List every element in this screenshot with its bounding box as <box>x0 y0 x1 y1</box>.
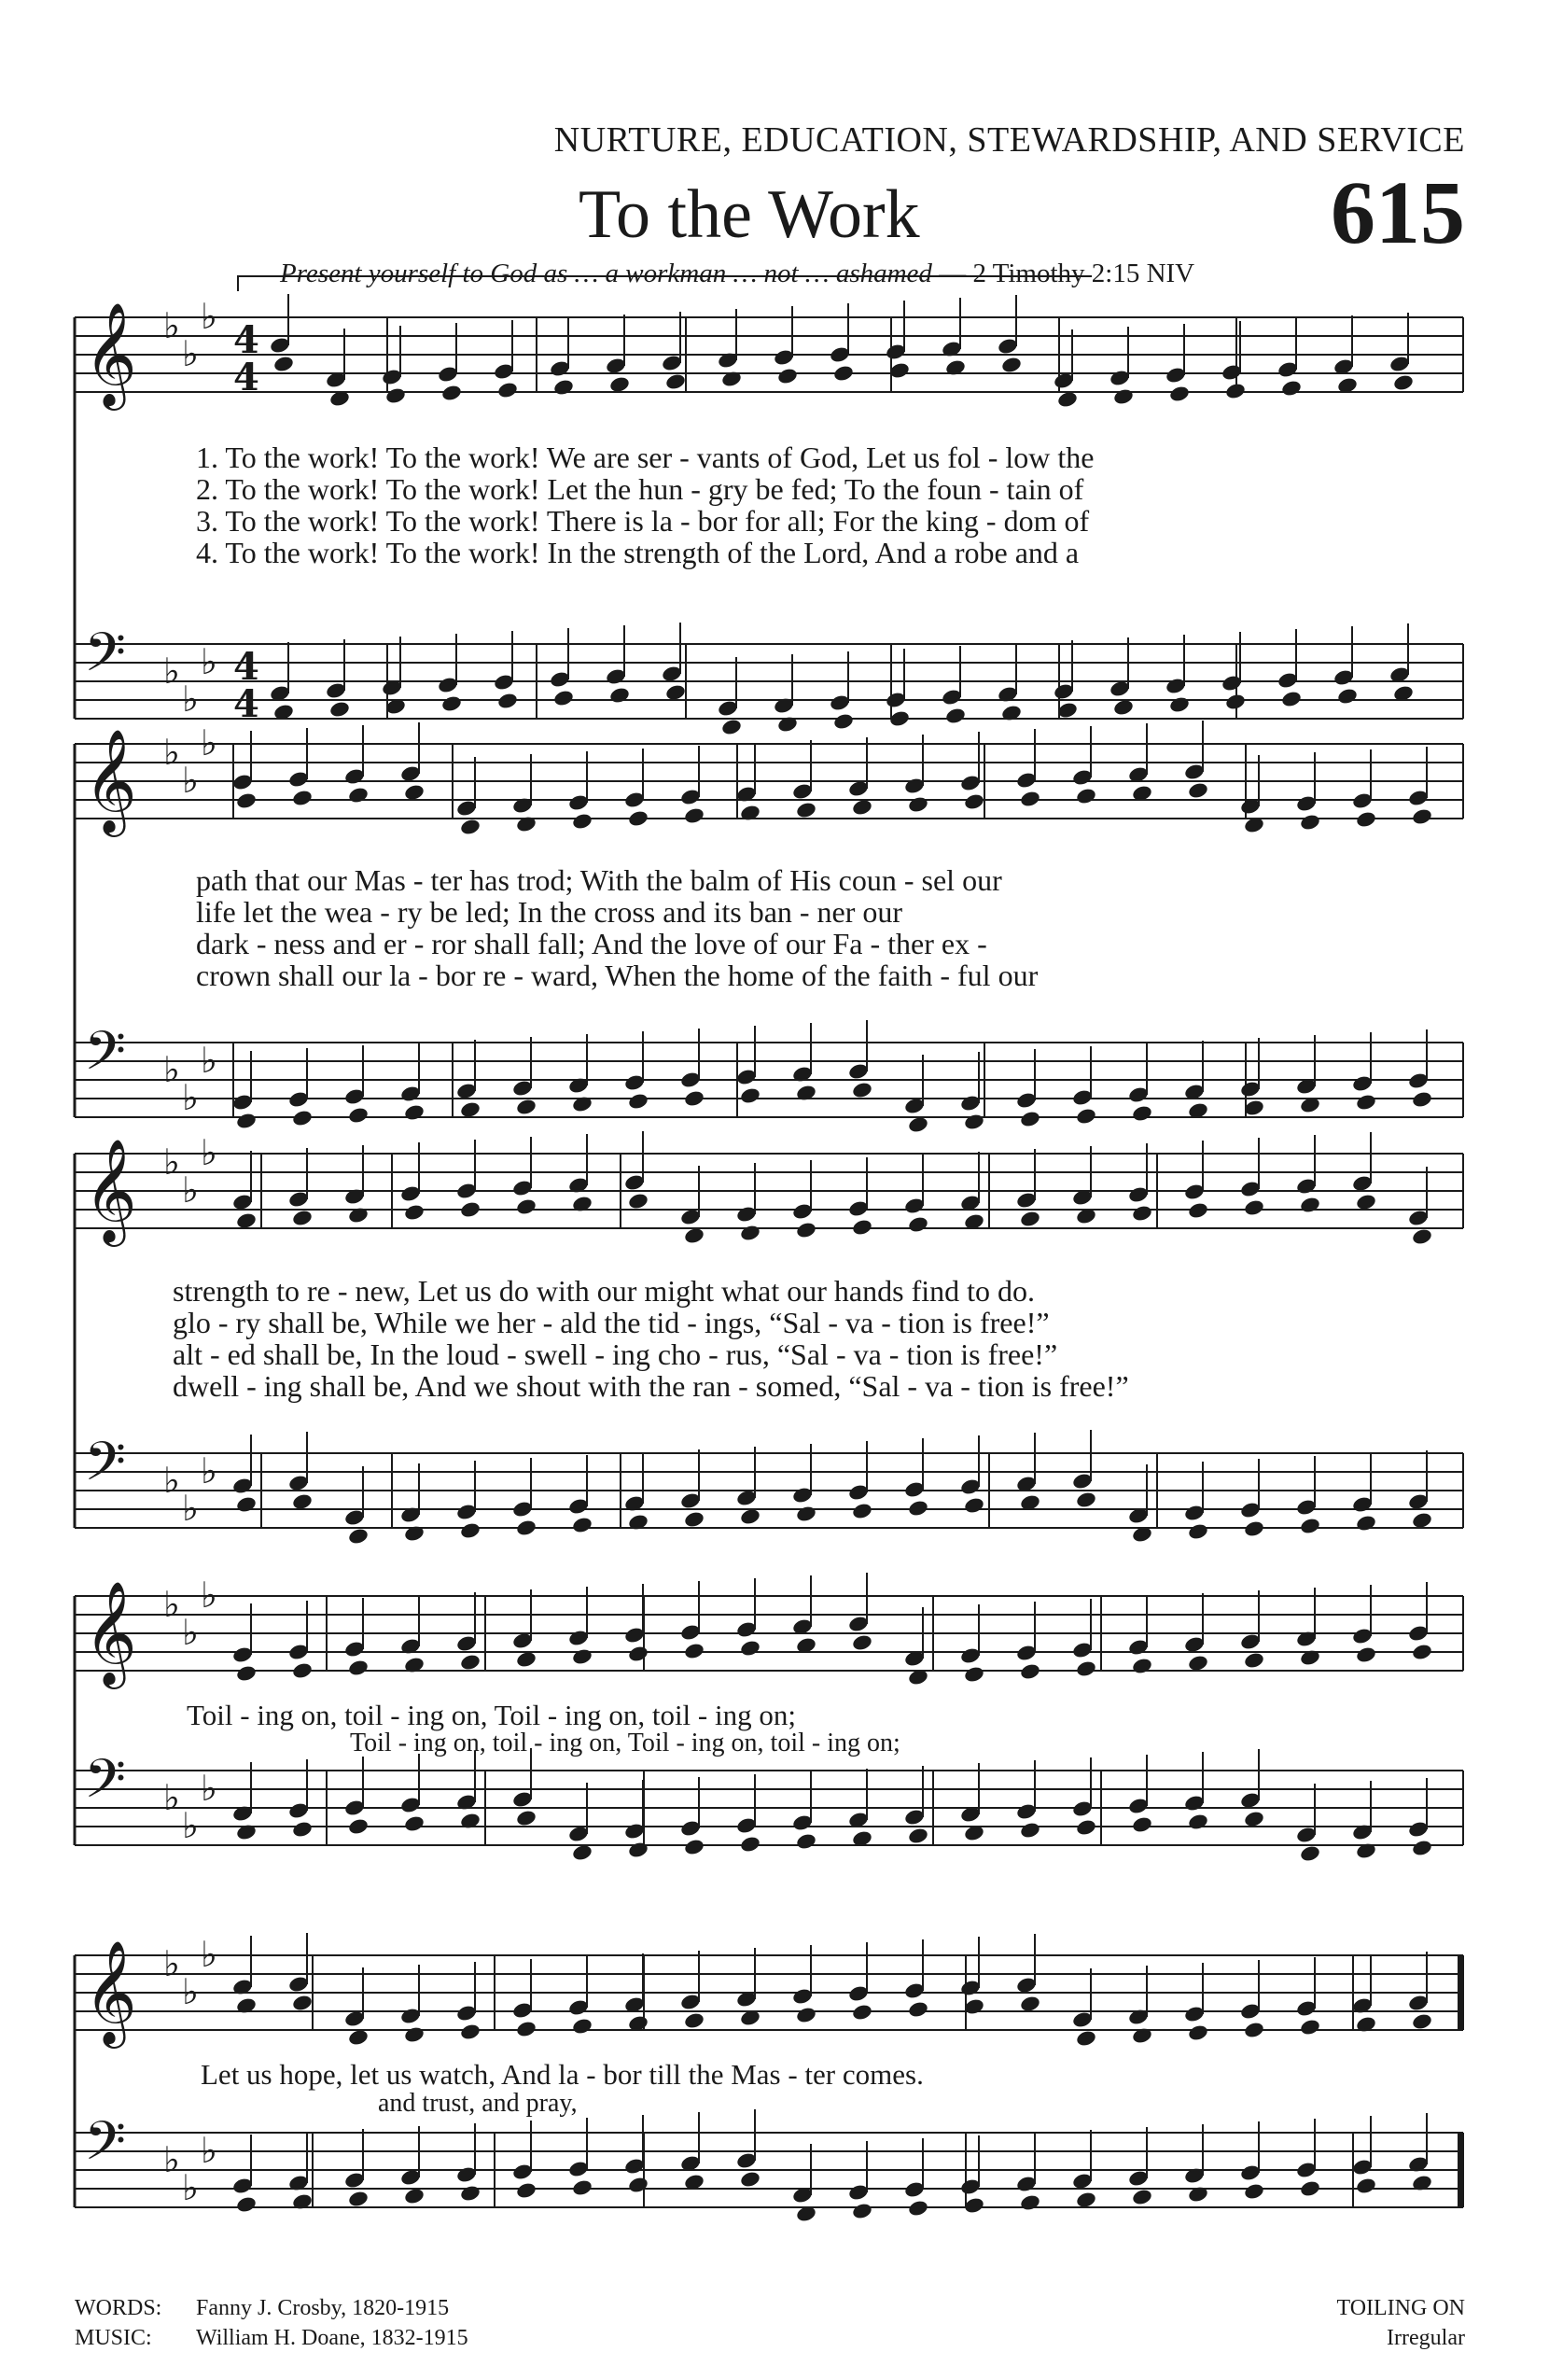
notehead <box>683 1089 705 1108</box>
notehead <box>235 1112 258 1130</box>
treble-clef-icon: 𝄞 <box>84 1939 137 2044</box>
notehead <box>515 1519 537 1537</box>
notehead <box>403 2025 426 2044</box>
notehead <box>795 1832 817 1851</box>
phrase-bracket <box>238 276 1092 291</box>
notehead <box>347 786 370 805</box>
notehead <box>1075 1659 1097 1678</box>
final-barline <box>1458 2133 1464 2207</box>
notehead <box>571 1843 593 1862</box>
flat-sign: ♭ <box>201 296 217 337</box>
notehead <box>1392 373 1415 392</box>
notehead <box>1019 1210 1041 1228</box>
flat-sign: ♭ <box>182 679 199 720</box>
verse-2-line-1: 2. To the work! To the work! Let the hun - gry be fed; To the foun - tain of <box>196 472 1084 506</box>
notehead <box>851 1502 873 1520</box>
notehead <box>683 1226 705 1245</box>
notehead <box>1411 1090 1433 1109</box>
notehead <box>1075 2029 1097 2048</box>
notehead <box>739 1835 761 1854</box>
notehead <box>1355 1193 1377 1211</box>
final-barline <box>1458 1955 1464 2030</box>
notehead <box>272 355 295 373</box>
notehead <box>1299 813 1321 832</box>
notehead <box>291 1661 314 1680</box>
treble-clef-icon: 𝄞 <box>84 728 137 833</box>
notehead <box>459 1521 481 1540</box>
verse-1-line-3: strength to re - new, Let us do with our might what our hands find to do. <box>173 1274 1035 1308</box>
notehead <box>1411 807 1433 826</box>
notehead <box>496 692 519 710</box>
notehead <box>1187 2023 1209 2042</box>
notehead <box>851 1081 873 1099</box>
notehead <box>1411 1227 1433 1246</box>
notehead <box>851 798 873 817</box>
notehead <box>571 2017 593 2036</box>
notehead <box>739 1086 761 1105</box>
verse-3-line-2: dark - ness and er - ror shall fall; And the love of our Fa - ther ex - <box>196 927 987 960</box>
notehead <box>496 381 519 399</box>
notehead <box>1280 690 1303 708</box>
notehead <box>851 1218 873 1237</box>
notehead <box>347 1106 370 1125</box>
notehead <box>1131 1204 1153 1223</box>
notehead <box>459 2184 481 2203</box>
verse-1-line-2: path that our Mas - ter has trod; With the balm of His coun - sel our <box>196 863 1002 897</box>
notehead <box>1075 1818 1097 1837</box>
bass-clef-icon: 𝄢 <box>84 1430 127 1506</box>
notehead <box>1355 2177 1377 2195</box>
notehead <box>459 1653 481 1672</box>
flat-sign: ♭ <box>201 722 217 763</box>
notehead <box>235 1211 258 1230</box>
notehead <box>347 2028 370 2047</box>
notehead <box>1355 1093 1377 1112</box>
words-author: Fanny J. Crosby, 1820-1915 <box>196 2296 450 2320</box>
notehead <box>795 1221 817 1239</box>
flat-sign: ♭ <box>201 1450 217 1491</box>
notehead <box>403 1203 426 1222</box>
notehead <box>1243 1810 1265 1828</box>
notehead <box>1112 698 1135 717</box>
notehead <box>328 700 351 719</box>
notehead <box>907 2000 929 2019</box>
words-credit <box>75 2296 449 2321</box>
notehead <box>1168 695 1191 714</box>
notehead <box>571 1647 593 1666</box>
notehead <box>683 1642 705 1660</box>
notehead <box>1411 1839 1433 1857</box>
flat-sign: ♭ <box>163 1049 180 1090</box>
refrain-line-1-upper: Toil - ing on, toil - ing on, Toil - ing on, toil - ing on; <box>187 1699 796 1731</box>
epigraph-text: Present yourself to God as … a workman … not … ashamed <box>280 259 932 288</box>
notehead <box>832 364 855 383</box>
treble-clef-icon: 𝄞 <box>84 301 137 406</box>
notehead <box>291 1994 314 2012</box>
notehead <box>907 1499 929 1518</box>
notehead <box>291 789 314 807</box>
notehead <box>1355 1514 1377 1533</box>
notehead <box>776 367 799 385</box>
notehead <box>1187 1813 1209 1831</box>
flat-sign: ♭ <box>182 1805 199 1846</box>
flat-sign: ♭ <box>201 1132 217 1173</box>
flat-sign: ♭ <box>201 1768 217 1809</box>
notehead <box>608 375 631 394</box>
bass-clef-icon: 𝄢 <box>84 2109 127 2186</box>
notehead <box>552 378 575 397</box>
notehead <box>515 2020 537 2038</box>
flat-sign: ♭ <box>163 732 180 773</box>
flat-sign: ♭ <box>163 651 180 692</box>
flat-sign: ♭ <box>201 641 217 682</box>
notehead <box>795 2006 817 2024</box>
notehead <box>832 712 855 731</box>
hymn-number: 615 <box>1331 162 1465 262</box>
treble-clef-icon: 𝄞 <box>84 1580 137 1685</box>
notehead <box>1075 1107 1097 1126</box>
notehead <box>515 1197 537 1216</box>
notehead <box>907 795 929 814</box>
notehead <box>552 689 575 707</box>
notehead <box>739 1507 761 1526</box>
notehead <box>1355 810 1377 829</box>
flat-sign: ♭ <box>163 1943 180 1984</box>
notehead <box>347 1817 370 1836</box>
notehead <box>1112 387 1135 406</box>
flat-sign: ♭ <box>163 305 180 346</box>
notehead <box>291 1492 314 1511</box>
notehead <box>1299 2018 1321 2037</box>
flat-sign: ♭ <box>182 2167 199 2208</box>
notehead <box>944 707 967 725</box>
notehead <box>683 2011 705 2030</box>
notehead <box>235 791 258 810</box>
notehead <box>459 1200 481 1219</box>
notehead <box>1280 379 1303 398</box>
notehead <box>720 718 743 736</box>
notehead <box>403 1814 426 1833</box>
notehead <box>1411 1643 1433 1661</box>
notehead <box>403 1103 426 1122</box>
notehead <box>1131 1104 1153 1123</box>
notehead <box>347 1659 370 1677</box>
notehead <box>459 2023 481 2041</box>
notehead <box>235 1495 258 1514</box>
notehead <box>627 1092 649 1111</box>
notehead <box>739 1224 761 1242</box>
notehead <box>571 1516 593 1534</box>
refrain-line-2-upper: Let us hope, let us watch, And la - bor till the Mas - ter comes. <box>201 2058 924 2091</box>
tune-name: TOILING ON <box>1336 2296 1465 2320</box>
time-signature-top: 4 <box>233 645 259 689</box>
notehead <box>1075 787 1097 805</box>
verse-2-line-3: glo - ry shall be, While we her - ald the tid - ings, “Sal - va - tion is free!” <box>173 1306 1050 1339</box>
flat-sign: ♭ <box>182 760 199 801</box>
notehead <box>664 372 687 391</box>
verse-2-line-2: life let the wea - ry be led; In the cross and its ban - ner our <box>196 895 903 929</box>
notehead <box>1019 2193 1041 2212</box>
flat-sign: ♭ <box>182 333 199 374</box>
meter: Irregular <box>1387 2326 1465 2350</box>
notehead <box>683 1510 705 1529</box>
time-signature-bottom: 4 <box>233 356 259 399</box>
music-label: MUSIC: <box>75 2326 152 2350</box>
notehead <box>1131 1657 1153 1675</box>
notehead <box>291 1109 314 1127</box>
notehead <box>1299 1844 1321 1863</box>
notehead <box>1243 1651 1265 1670</box>
notehead <box>291 1820 314 1839</box>
notehead <box>963 1113 985 1131</box>
notehead <box>851 1633 873 1652</box>
notehead <box>664 683 687 702</box>
notehead <box>1224 382 1247 400</box>
notehead <box>1019 1662 1041 1681</box>
flat-sign: ♭ <box>201 2130 217 2171</box>
notehead <box>440 694 463 713</box>
section-heading: NURTURE, EDUCATION, STEWARDSHIP, AND SERVICE <box>553 120 1465 160</box>
flat-sign: ♭ <box>201 1040 217 1081</box>
notehead <box>851 2003 873 2022</box>
notehead <box>627 1841 649 1859</box>
notehead <box>1187 1654 1209 1673</box>
notehead <box>907 1115 929 1134</box>
notehead <box>851 2202 873 2220</box>
flat-sign: ♭ <box>182 1971 199 2012</box>
notehead <box>403 2187 426 2205</box>
flat-sign: ♭ <box>163 1460 180 1501</box>
notehead <box>291 1209 314 1227</box>
verse-1-line-1: 1. To the work! To the work! We are ser - vants of God, Let us fol - low the <box>196 441 1095 474</box>
notehead <box>459 818 481 836</box>
notehead <box>571 2178 593 2197</box>
flat-sign: ♭ <box>163 1777 180 1818</box>
notehead <box>347 2190 370 2208</box>
notehead <box>571 812 593 831</box>
notehead <box>1411 2012 1433 2031</box>
notehead <box>1336 687 1359 706</box>
verse-3-line-3: alt - ed shall be, In the loud - swell - ing cho - rus, “Sal - va - tion is free!” <box>173 1337 1058 1371</box>
flat-sign: ♭ <box>163 1141 180 1183</box>
notehead <box>1131 2188 1153 2206</box>
music-composer: William H. Doane, 1832-1915 <box>196 2326 468 2350</box>
flat-sign: ♭ <box>163 1584 180 1625</box>
epigraph-reference: — 2 Timothy 2:15 NIV <box>939 259 1195 288</box>
notehead <box>627 809 649 828</box>
notehead <box>683 1838 705 1856</box>
bass-clef-icon: 𝄢 <box>84 621 127 697</box>
flat-sign: ♭ <box>201 1575 217 1616</box>
notehead <box>515 1098 537 1116</box>
notehead <box>515 1809 537 1827</box>
notehead <box>1075 1491 1097 1509</box>
notehead <box>515 1650 537 1669</box>
flat-sign: ♭ <box>182 1169 199 1211</box>
notehead <box>347 1527 370 1546</box>
notehead <box>1299 1517 1321 1535</box>
notehead <box>907 1215 929 1234</box>
notehead <box>440 384 463 402</box>
notehead <box>795 801 817 819</box>
notehead <box>1355 1645 1377 1664</box>
time-signature-top: 4 <box>233 318 259 362</box>
notehead <box>1411 1511 1433 1530</box>
notehead <box>907 1827 929 1845</box>
notehead <box>795 1505 817 1523</box>
words-label: WORDS: <box>75 2296 162 2320</box>
refrain-line-2-lower: and trust, and pray, <box>378 2089 578 2118</box>
notehead <box>907 2199 929 2218</box>
notehead <box>1056 390 1079 409</box>
notehead <box>683 806 705 825</box>
flat-sign: ♭ <box>182 1488 199 1529</box>
notehead <box>1299 1196 1321 1214</box>
notehead <box>1019 1995 1041 2013</box>
flat-sign: ♭ <box>163 2139 180 2180</box>
verse-4-line-1: 4. To the work! To the work! In the strength of the Lord, And a robe and a <box>196 536 1080 569</box>
notehead <box>515 2181 537 2200</box>
notehead <box>1224 693 1247 711</box>
notehead <box>963 1665 985 1684</box>
notehead <box>963 1496 985 1515</box>
notehead <box>1243 1198 1265 1217</box>
notehead <box>1243 2182 1265 2201</box>
notehead <box>1299 2179 1321 2198</box>
notehead <box>1243 1519 1265 1538</box>
notehead <box>1187 1522 1209 1541</box>
notehead <box>1019 1110 1041 1128</box>
time-signature-bottom: 4 <box>233 682 259 726</box>
notehead <box>403 783 426 802</box>
verse-3-line-1: 3. To the work! To the work! There is la - bor for all; For the king - dom of <box>196 504 1090 538</box>
notehead <box>1131 1815 1153 1834</box>
bass-clef-icon: 𝄢 <box>84 1747 127 1824</box>
notehead <box>1243 2021 1265 2039</box>
notehead <box>739 1639 761 1658</box>
notehead <box>627 1192 649 1211</box>
notehead <box>627 1645 649 1663</box>
flat-sign: ♭ <box>201 1934 217 1975</box>
notehead <box>1000 356 1023 374</box>
notehead <box>608 686 631 705</box>
notehead <box>963 792 985 811</box>
notehead <box>627 2176 649 2194</box>
verse-4-line-2: crown shall our la - bor re - ward, When the home of the faith - ful our <box>196 959 1039 992</box>
notehead <box>1187 781 1209 800</box>
notehead <box>1075 2191 1097 2209</box>
bass-clef-icon: 𝄢 <box>84 1019 127 1096</box>
notehead <box>459 1100 481 1119</box>
notehead <box>1019 790 1041 808</box>
notehead <box>1168 385 1191 403</box>
notehead <box>1019 1821 1041 1840</box>
notehead <box>739 2170 761 2189</box>
refrain-line-1-lower: Toil - ing on, toil - ing on, Toil - ing on, toil - ing on; <box>350 1729 900 1757</box>
notehead <box>235 2195 258 2214</box>
flat-sign: ♭ <box>182 1612 199 1653</box>
treble-clef-icon: 𝄞 <box>84 1138 137 1242</box>
notehead <box>235 1664 258 1683</box>
notehead <box>1187 1201 1209 1220</box>
flat-sign: ♭ <box>182 1077 199 1118</box>
verse-4-line-3: dwell - ing shall be, And we shout with the ran - somed, “Sal - va - tion is free!” <box>173 1369 1129 1403</box>
hymn-title: To the Work <box>579 176 920 253</box>
music-credit <box>75 2326 468 2351</box>
